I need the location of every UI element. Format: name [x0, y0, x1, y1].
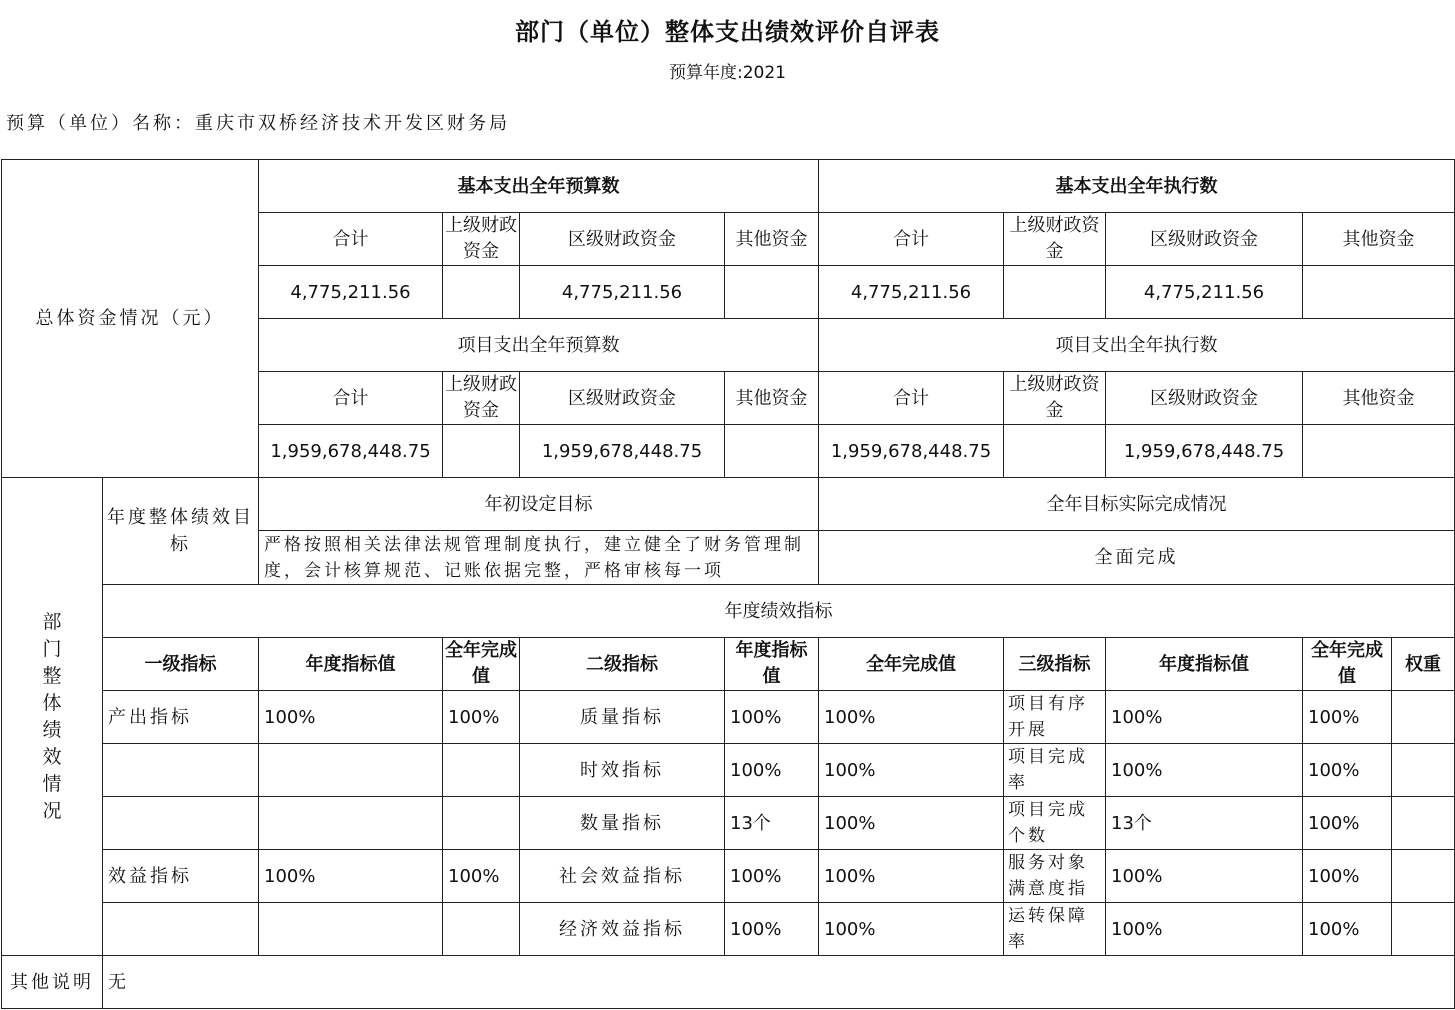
basic-budget-total: 4,775,211.56	[259, 266, 443, 319]
weight-cell	[1392, 797, 1455, 850]
level3-value-cell: 100%	[1106, 744, 1303, 797]
page-title: 部门（单位）整体支出绩效评价自评表	[515, 18, 940, 46]
level2-done-cell: 100%	[819, 797, 1004, 850]
evaluation-table	[1, 159, 1455, 1009]
col-superior: 上级财政资金	[1004, 213, 1106, 266]
table-row	[2, 691, 1455, 744]
level3-done-cell: 100%	[1303, 744, 1392, 797]
unit-name: 预算（单位）名称：重庆市双桥经济技术开发区财务局	[6, 113, 510, 134]
project-exec-total: 1,959,678,448.75	[819, 425, 1004, 478]
level2-value-cell: 100%	[725, 744, 819, 797]
project-budget-total: 1,959,678,448.75	[259, 425, 443, 478]
performance-side-label: 部门整体绩效情况	[2, 478, 103, 956]
header-level3: 三级指标	[1004, 638, 1106, 691]
indicators-header: 年度绩效指标	[103, 585, 1455, 638]
project-budget-superior	[443, 425, 520, 478]
header-level1: 一级指标	[103, 638, 259, 691]
level1-cell	[103, 903, 259, 956]
level2-done-cell: 100%	[819, 850, 1004, 903]
level2-value-cell: 100%	[725, 850, 819, 903]
weight-cell	[1392, 850, 1455, 903]
level1-value-cell	[259, 903, 443, 956]
actual-header: 全年目标实际完成情况	[819, 478, 1455, 531]
project-exec-district: 1,959,678,448.75	[1106, 425, 1303, 478]
col-other: 其他资金	[1303, 213, 1455, 266]
level2-cell: 质量指标	[520, 691, 725, 744]
level3-cell: 项目完成率	[1004, 744, 1106, 797]
level3-value-cell: 100%	[1106, 903, 1303, 956]
budget-year: 预算年度:2021	[669, 63, 786, 83]
funds-label: 总体资金情况（元）	[2, 160, 259, 478]
col-total: 合计	[259, 213, 443, 266]
level1-done-cell: 100%	[443, 691, 520, 744]
col-district: 区级财政资金	[520, 213, 725, 266]
weight-cell	[1392, 691, 1455, 744]
level1-cell: 效益指标	[103, 850, 259, 903]
col-total: 合计	[259, 372, 443, 425]
level3-done-cell: 100%	[1303, 850, 1392, 903]
col-district: 区级财政资金	[1106, 213, 1303, 266]
level2-value-cell: 100%	[725, 903, 819, 956]
level3-cell: 项目有序开展	[1004, 691, 1106, 744]
basic-budget-other	[725, 266, 819, 319]
header-annual-done: 全年完成值	[443, 638, 520, 691]
project-budget-district: 1,959,678,448.75	[520, 425, 725, 478]
level3-done-cell: 100%	[1303, 903, 1392, 956]
level3-done-cell: 100%	[1303, 797, 1392, 850]
level2-cell: 数量指标	[520, 797, 725, 850]
project-exec-other	[1303, 425, 1455, 478]
header-level3-done: 全年完成值	[1303, 638, 1392, 691]
col-other: 其他资金	[1303, 372, 1455, 425]
level1-value-cell	[259, 744, 443, 797]
header-weight: 权重	[1392, 638, 1455, 691]
actual-text: 全面完成	[819, 531, 1455, 585]
level1-done-cell: 100%	[443, 850, 520, 903]
other-label: 其他说明	[2, 956, 103, 1009]
other-value: 无	[103, 956, 1455, 1009]
level3-done-cell: 100%	[1303, 691, 1392, 744]
table-row	[2, 850, 1455, 903]
header-level2: 二级指标	[520, 638, 725, 691]
col-other: 其他资金	[725, 213, 819, 266]
basic-budget-district: 4,775,211.56	[520, 266, 725, 319]
level2-value-cell: 100%	[725, 691, 819, 744]
level1-cell	[103, 797, 259, 850]
level2-cell: 社会效益指标	[520, 850, 725, 903]
level3-cell: 运转保障率	[1004, 903, 1106, 956]
project-exec-header: 项目支出全年执行数	[819, 319, 1455, 372]
initial-goal-header: 年初设定目标	[259, 478, 819, 531]
level1-value-cell: 100%	[259, 850, 443, 903]
project-budget-header: 项目支出全年预算数	[259, 319, 819, 372]
col-district: 区级财政资金	[520, 372, 725, 425]
initial-goal-text: 严格按照相关法律法规管理制度执行，建立健全了财务管理制度，会计核算规范、记账依据完整，严格审核每一项	[259, 531, 819, 585]
col-superior: 上级财政资金	[443, 372, 520, 425]
basic-exec-header: 基本支出全年执行数	[819, 160, 1455, 213]
basic-budget-superior	[443, 266, 520, 319]
level1-done-cell	[443, 797, 520, 850]
level1-value-cell: 100%	[259, 691, 443, 744]
level2-done-cell: 100%	[819, 691, 1004, 744]
basic-exec-superior	[1004, 266, 1106, 319]
col-total: 合计	[819, 372, 1004, 425]
project-exec-superior	[1004, 425, 1106, 478]
project-budget-other	[725, 425, 819, 478]
basic-budget-header: 基本支出全年预算数	[259, 160, 819, 213]
basic-exec-other	[1303, 266, 1455, 319]
level2-done-cell: 100%	[819, 744, 1004, 797]
level3-value-cell: 13个	[1106, 797, 1303, 850]
level1-cell: 产出指标	[103, 691, 259, 744]
table-row	[2, 797, 1455, 850]
header-level2-value: 年度指标值	[725, 638, 819, 691]
table-row	[2, 903, 1455, 956]
col-superior: 上级财政资金	[443, 213, 520, 266]
level1-value-cell	[259, 797, 443, 850]
table-row	[2, 744, 1455, 797]
level2-value-cell: 13个	[725, 797, 819, 850]
basic-exec-district: 4,775,211.56	[1106, 266, 1303, 319]
level1-done-cell	[443, 744, 520, 797]
weight-cell	[1392, 744, 1455, 797]
level3-value-cell: 100%	[1106, 850, 1303, 903]
goal-label: 年度整体绩效目标	[103, 478, 259, 585]
header-annual-value: 年度指标值	[259, 638, 443, 691]
col-total: 合计	[819, 213, 1004, 266]
col-other: 其他资金	[725, 372, 819, 425]
weight-cell	[1392, 903, 1455, 956]
level3-value-cell: 100%	[1106, 691, 1303, 744]
header-level2-done: 全年完成值	[819, 638, 1004, 691]
level2-cell: 时效指标	[520, 744, 725, 797]
level3-cell: 项目完成个数	[1004, 797, 1106, 850]
col-superior: 上级财政资金	[1004, 372, 1106, 425]
level2-done-cell: 100%	[819, 903, 1004, 956]
col-district: 区级财政资金	[1106, 372, 1303, 425]
level1-cell	[103, 744, 259, 797]
level1-done-cell	[443, 903, 520, 956]
basic-exec-total: 4,775,211.56	[819, 266, 1004, 319]
level3-cell: 服务对象满意度指	[1004, 850, 1106, 903]
header-level3-value: 年度指标值	[1106, 638, 1303, 691]
level2-cell: 经济效益指标	[520, 903, 725, 956]
